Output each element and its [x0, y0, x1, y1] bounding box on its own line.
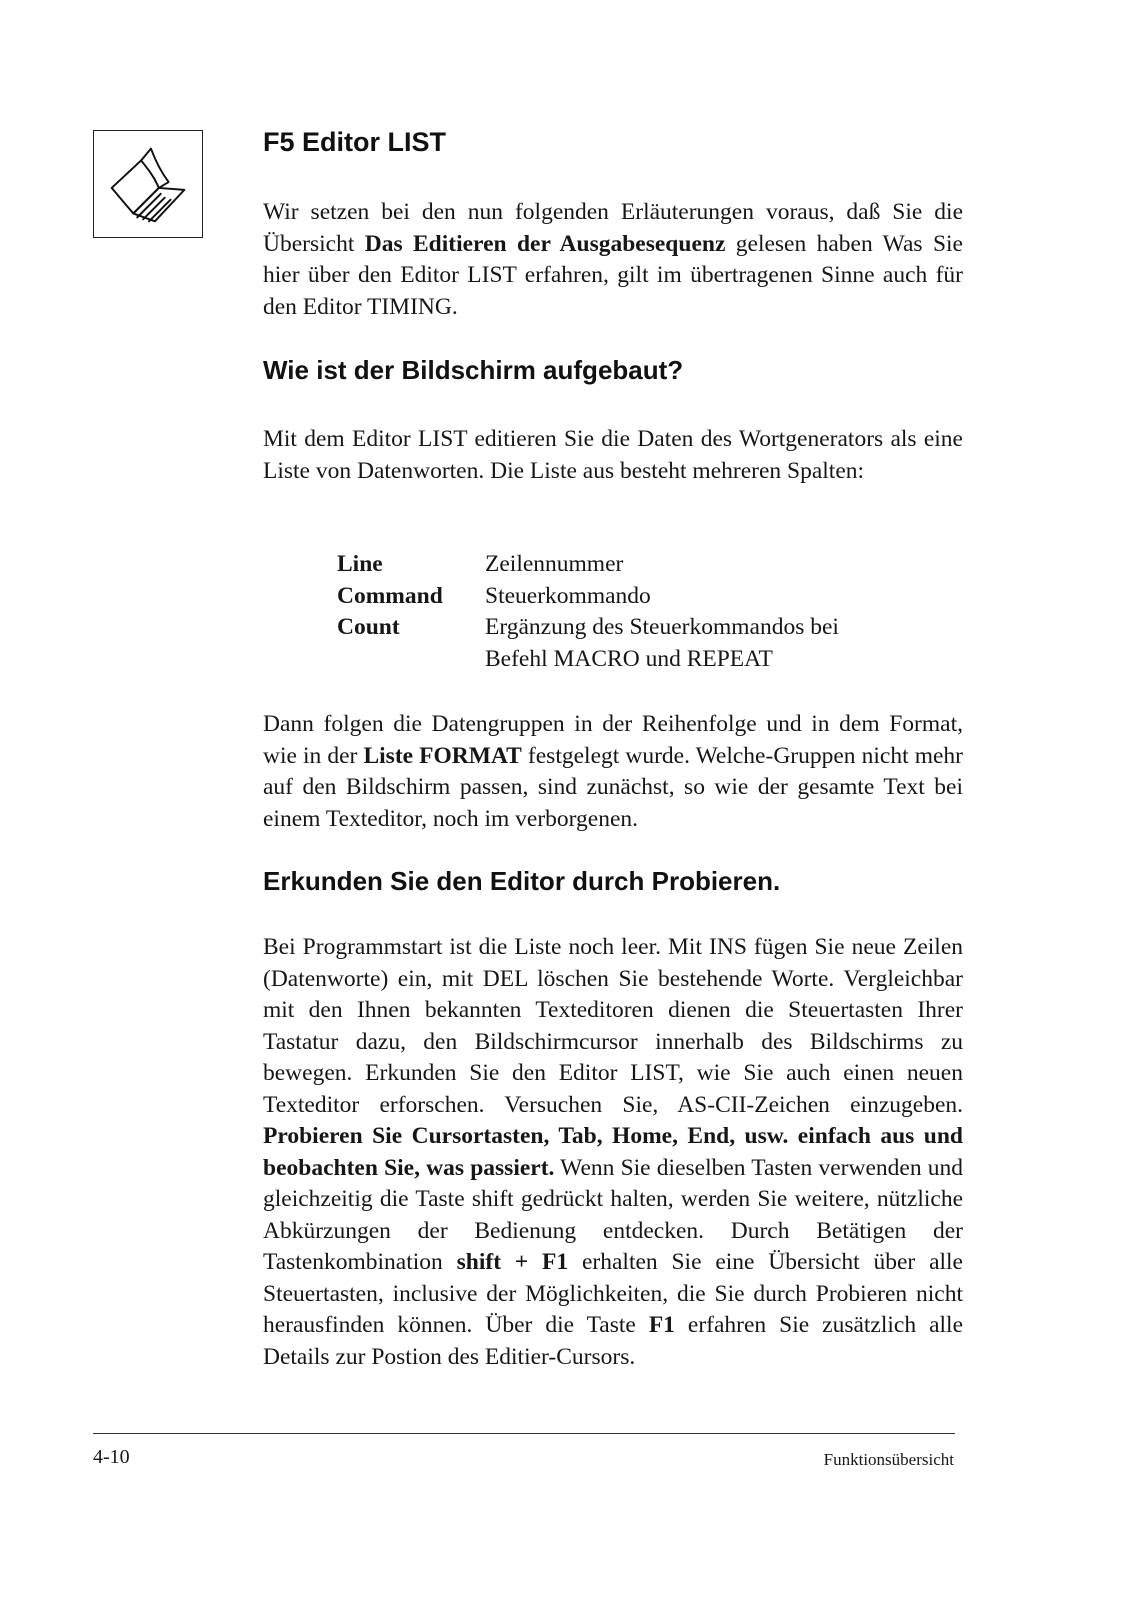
list-item — [337, 549, 957, 581]
chapter-name: Funktionsübersicht — [823, 1450, 954, 1469]
list-item — [337, 581, 957, 613]
intro-reference: Das Editieren der Ausgabesequenz — [364, 230, 726, 257]
column-term: Line — [337, 551, 383, 577]
intro-paragraph: Wir setzen bei den nun folgenden Erläuterungen voraus, daß Sie die Übersicht Das Editieren der Ausgabesequenz gelesen haben Was Sie hier über den Editor LIST erfahren, gilt im übertragenen Sinne auch für den Editor TIMING. — [263, 199, 963, 320]
column-term: Command — [337, 582, 443, 609]
column-term: Count — [337, 614, 400, 640]
groups-reference: Liste FORMAT — [363, 742, 522, 769]
column-description: Zeilennummer — [485, 551, 624, 577]
list-item — [337, 612, 957, 675]
section-title: F5 Editor LIST — [263, 127, 447, 157]
column-description: Steuerkommando — [485, 582, 651, 609]
open-book-icon — [93, 130, 203, 238]
heading-screen-layout: Wie ist der Bildschirm aufgebaut? — [263, 355, 684, 385]
page-number: 4-10 — [93, 1446, 130, 1468]
screen-paragraph: Mit dem Editor LIST editieren Sie die Daten des Wortgenerators als eine Liste von Datenworten. Die Liste aus besteht mehreren Spalten: — [263, 426, 963, 484]
groups-paragraph: Dann folgen die Datengruppen in der Reihenfolge und in dem Format, wie in der Liste FORMAT festgelegt wurde. Welche-Gruppen nicht mehr auf den Bildschirm passen, sind zunächst, so wie der gesamte Text bei einem Texteditor, noch im verborgenen. — [263, 711, 963, 832]
column-description: Ergänzung des Steuerkommandos bei Befehl MACRO und REPEAT — [485, 614, 839, 672]
footer-divider — [93, 1433, 955, 1434]
column-definition-list — [337, 549, 957, 675]
explore-paragraph: Bei Programmstart ist die Liste noch leer. Mit INS fügen Sie neue Zeilen (Datenworte) ein, mit DEL löschen Sie bestehende Worte. Vergleichbar mit den Ihnen bekannten Texteditoren dienen die Steuertasten Ihrer Tastatur dazu, den Bildschirmcursor innerhalb des Bildschirms zu bewegen. Erkunden Sie den Editor LIST, wie Sie auch einen neuen Texteditor erforschen. Versuchen Sie, AS-CII-Zeichen einzugeben. Probieren Sie Cursortasten, Tab, Home, End, usw. einfach aus und beobachten Sie, was passiert. Wenn Sie dieselben Tasten verwenden und gleichzeitig die Taste shift gedrückt halten, werden Sie weitere, nützliche Abkürzungen der Bedienung entdecken. Durch Betätigen der Tastenkombination shift + F1 erhalten Sie eine Übersicht über alle Steuertasten, inclusive der Möglichkeiten, die Sie durch Probieren nicht herausfinden können. Über die Taste F1 erfahren Sie zusätzlich alle Details zur Postion des Editier-Cursors. — [263, 934, 963, 1370]
heading-explore-editor: Erkunden Sie den Editor durch Probieren. — [263, 866, 781, 896]
